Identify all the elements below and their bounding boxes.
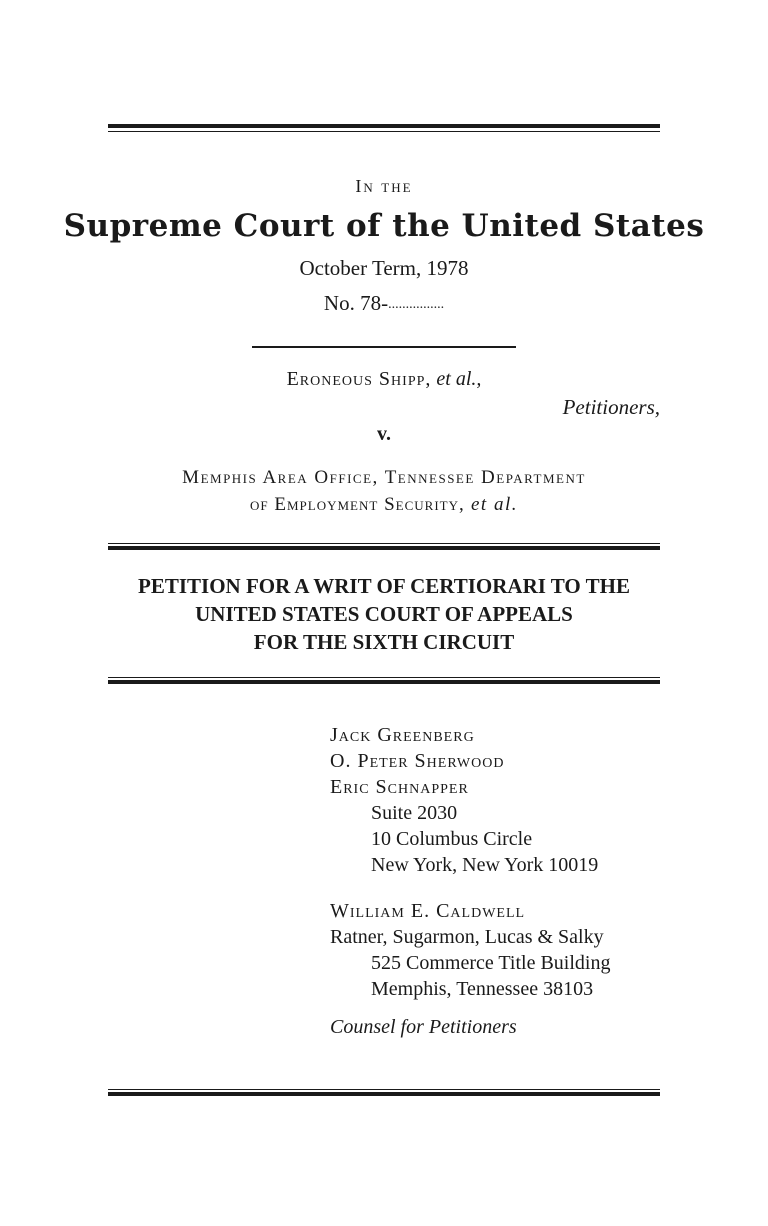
- petition-title: [100, 572, 668, 656]
- respondent-etal: et al.: [470, 494, 518, 515]
- bottom-rule: [108, 1089, 660, 1096]
- court-name: Supreme Court of the United States: [63, 208, 705, 244]
- law-firm: Ratner, Sugarmon, Lucas & Salky: [330, 926, 604, 948]
- respondent-line-1: Memphis Area Office, Tennessee Department: [182, 467, 586, 488]
- petitioner-line: [0, 368, 768, 391]
- counsel-block: [330, 722, 610, 1040]
- title-line-1: PETITION FOR A WRIT OF CERTIORARI TO THE: [138, 574, 630, 598]
- counsel-role: Counsel for Petitioners: [330, 1016, 517, 1038]
- respondent-name: of Employment Security,: [250, 494, 465, 515]
- petitioner-etal: et al.,: [436, 368, 482, 390]
- title-line-2: UNITED STATES COURT OF APPEALS: [195, 602, 573, 626]
- respondent-line-2: [0, 494, 768, 516]
- petitioner-name: Eroneous Shipp,: [286, 368, 432, 390]
- address-line: 525 Commerce Title Building: [371, 952, 611, 974]
- address-line: New York, New York 10019: [371, 854, 599, 876]
- petitioner-role: Petitioners,: [562, 395, 660, 419]
- docket-prefix: No. 78-: [323, 291, 389, 315]
- title-line-3: FOR THE SIXTH CIRCUIT: [253, 630, 515, 654]
- short-rule: [252, 346, 516, 348]
- middle-rule: [108, 543, 660, 550]
- counsel-name: Jack Greenberg: [330, 724, 475, 746]
- lower-rule: [108, 677, 660, 684]
- address-line: Suite 2030: [371, 802, 458, 824]
- top-rule: [108, 124, 660, 132]
- address-line: Memphis, Tennessee 38103: [371, 978, 594, 1000]
- docket-blank: ................: [388, 297, 445, 312]
- docket-number: [0, 291, 768, 316]
- versus: v.: [377, 423, 391, 445]
- address-line: 10 Columbus Circle: [371, 828, 533, 850]
- term: October Term, 1978: [299, 256, 469, 280]
- counsel-name: O. Peter Sherwood: [330, 750, 505, 772]
- in-the-label: In the: [355, 176, 413, 196]
- counsel-name-2: William E. Caldwell: [330, 900, 526, 922]
- counsel-name: Eric Schnapper: [330, 776, 469, 798]
